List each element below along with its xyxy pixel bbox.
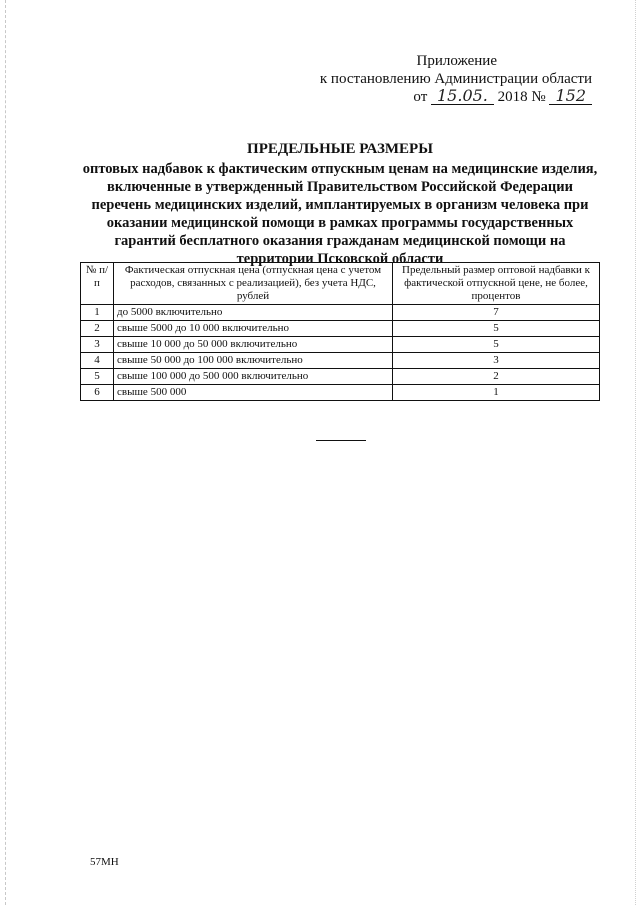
- row-number: 6: [81, 385, 114, 401]
- scan-left-edge: [5, 0, 6, 905]
- resolution-reference: к постановлению Администрации области: [319, 71, 592, 87]
- handwritten-date: 15.05.: [431, 88, 494, 105]
- table-row: [81, 337, 600, 353]
- row-price-range: до 5000 включительно: [114, 305, 393, 321]
- resolution-date-number: [320, 88, 592, 106]
- row-price-range: свыше 500 000: [114, 385, 393, 401]
- markup-limits-table: [80, 262, 600, 401]
- row-markup-percent: 2: [393, 369, 600, 385]
- footer-code: 57МН: [90, 856, 119, 868]
- table-row: [81, 305, 600, 321]
- table-row: [81, 353, 600, 369]
- row-markup-percent: 5: [393, 321, 600, 337]
- row-price-range: свыше 10 000 до 50 000 включительно: [114, 337, 393, 353]
- document-title: [80, 140, 600, 268]
- row-number: 5: [81, 369, 114, 385]
- title-subtitle: оптовых надбавок к фактическим отпускным ценам на медицинские изделия, включенные в утвержденный Правительством Российской Федерации перечень медицинских изделий, имплантируемых в организм человека при оказании медицинской помощи в рамках программы государственных гарантий бесплатного оказания гражданам медицинской помощи на территории Псковской области: [82, 161, 598, 267]
- row-markup-percent: 1: [393, 385, 600, 401]
- row-price-range: свыше 5000 до 10 000 включительно: [114, 321, 393, 337]
- table-row: [81, 385, 600, 401]
- table-row: [81, 369, 600, 385]
- row-number: 3: [81, 337, 114, 353]
- table-header-row: [81, 263, 600, 305]
- row-number: 2: [81, 321, 114, 337]
- row-number: 1: [81, 305, 114, 321]
- header-markup: Предельный размер оптовой надбавки к фактической отпускной цене, не более, процентов: [393, 263, 600, 305]
- title-main: ПРЕДЕЛЬНЫЕ РАЗМЕРЫ: [247, 141, 433, 157]
- year: 2018: [497, 89, 528, 105]
- row-markup-percent: 7: [393, 305, 600, 321]
- number-sign: №: [531, 89, 546, 105]
- date-prefix: от: [413, 89, 428, 105]
- appendix-label: Приложение: [416, 53, 497, 69]
- row-markup-percent: 3: [393, 353, 600, 369]
- end-divider-line: [316, 440, 366, 441]
- row-price-range: свыше 100 000 до 500 000 включительно: [114, 369, 393, 385]
- appendix-header: [320, 52, 592, 106]
- row-price-range: свыше 50 000 до 100 000 включительно: [114, 353, 393, 369]
- row-number: 4: [81, 353, 114, 369]
- scan-right-edge: [635, 0, 636, 905]
- header-number: № п/п: [81, 263, 114, 305]
- header-price: Фактическая отпускная цена (отпускная цена с учетом расходов, связанных с реализацией), без учета НДС, рублей: [114, 263, 393, 305]
- handwritten-number: 152: [549, 88, 592, 105]
- row-markup-percent: 5: [393, 337, 600, 353]
- table-row: [81, 321, 600, 337]
